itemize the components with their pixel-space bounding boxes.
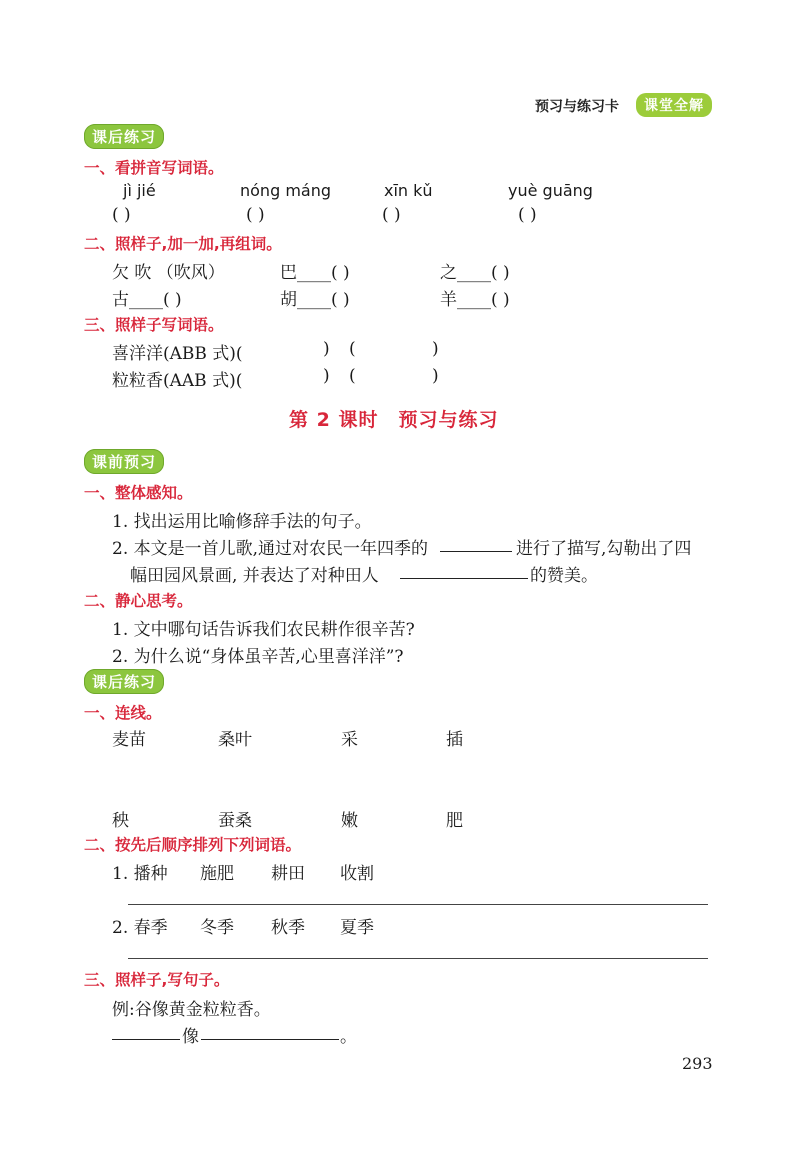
order-row1-3: 耕田 (271, 864, 305, 884)
order-answer-line-1[interactable] (128, 904, 708, 905)
question-heading-add-radical: 二、照样子,加一加,再组词。 (84, 235, 282, 253)
overall-blank-1[interactable] (440, 537, 512, 552)
abb-close-2[interactable]: ) (432, 339, 439, 359)
lesson-title: 第 2 课时 预习与练习 (289, 409, 499, 431)
order-row2-4: 夏季 (340, 918, 374, 938)
abb-label: 喜洋洋(ABB 式)( (112, 344, 243, 364)
match-bottom-3[interactable]: 嫩 (341, 811, 358, 831)
pinyin-2: nóng máng (240, 181, 331, 200)
overall-item-2-part-a: 2. 本文是一首儿歌,通过对农民一年四季的 (112, 539, 429, 559)
order-row1-1: 1. 播种 (112, 864, 168, 884)
match-top-3[interactable]: 采 (341, 730, 358, 750)
sentence-example: 例:谷像黄金粒粒香。 (112, 1000, 271, 1020)
question-heading-match: 一、连线。 (84, 704, 162, 722)
order-answer-line-2[interactable] (128, 958, 708, 959)
header-badge: 课堂全解 (636, 93, 712, 117)
think-item-2: 2. 为什么说“身体虽辛苦,心里喜洋洋”? (112, 647, 404, 667)
question-heading-order: 二、按先后顺序排列下列词语。 (84, 836, 302, 854)
answer-paren-3[interactable]: ( ) (382, 205, 401, 225)
answer-paren-1[interactable]: ( ) (112, 205, 131, 225)
overall-blank-2[interactable] (400, 564, 528, 579)
aab-close-2[interactable]: ) (432, 366, 439, 386)
aab-close-1[interactable]: ) (323, 366, 330, 386)
sentence-period: 。 (340, 1027, 357, 1047)
sentence-blank-1[interactable] (112, 1025, 180, 1040)
question-heading-sentence: 三、照样子,写句子。 (84, 971, 230, 989)
pinyin-1: jì jié (123, 181, 156, 200)
section-tag-after-class-2: 课后练习 (84, 669, 164, 694)
section-tag-before-class: 课前预习 (84, 449, 164, 474)
match-bottom-2[interactable]: 蚕桑 (218, 811, 252, 831)
answer-paren-2[interactable]: ( ) (246, 205, 265, 225)
add-radical-yang[interactable]: 羊____( ) (440, 290, 510, 310)
match-bottom-1[interactable]: 秧 (112, 811, 129, 831)
order-row2-1: 2. 春季 (112, 918, 168, 938)
overall-item-2-part-d: 的赞美。 (530, 566, 598, 586)
aab-open-2[interactable]: ( (349, 366, 356, 386)
abb-open-2[interactable]: ( (349, 339, 356, 359)
match-top-4[interactable]: 插 (446, 730, 463, 750)
answer-paren-4[interactable]: ( ) (518, 205, 537, 225)
order-row1-4: 收割 (340, 864, 374, 884)
overall-item-2-part-b: 进行了描写,勾勒出了四 (516, 539, 692, 559)
abb-close-1[interactable]: ) (323, 339, 330, 359)
question-heading-overall: 一、整体感知。 (84, 484, 193, 502)
overall-item-1: 1. 找出运用比喻修辞手法的句子。 (112, 512, 372, 532)
match-top-2[interactable]: 桑叶 (218, 730, 252, 750)
aab-label: 粒粒香(AAB 式)( (112, 371, 243, 391)
sentence-blank-2[interactable] (201, 1025, 339, 1040)
question-heading-think: 二、静心思考。 (84, 592, 193, 610)
add-radical-zhi[interactable]: 之____( ) (440, 263, 510, 283)
add-radical-gu[interactable]: 古____( ) (112, 290, 182, 310)
order-row2-2: 冬季 (200, 918, 234, 938)
match-bottom-4[interactable]: 肥 (446, 811, 463, 831)
sentence-like-word: 像 (182, 1027, 199, 1047)
think-item-1: 1. 文中哪句话告诉我们农民耕作很辛苦? (112, 620, 415, 640)
pinyin-3: xīn kǔ (384, 181, 433, 200)
order-row1-2: 施肥 (200, 864, 234, 884)
add-radical-ba[interactable]: 巴____( ) (280, 263, 350, 283)
overall-item-2-part-c: 幅田园风景画, 并表达了对种田人 (130, 566, 379, 586)
question-heading-word-pattern: 三、照样子写词语。 (84, 316, 224, 334)
pinyin-4: yuè guāng (508, 181, 593, 200)
order-row2-3: 秋季 (271, 918, 305, 938)
match-top-1[interactable]: 麦苗 (112, 730, 146, 750)
add-radical-hu[interactable]: 胡____( ) (280, 290, 350, 310)
section-tag-after-class: 课后练习 (84, 124, 164, 149)
add-radical-example: 欠 吹 （吹风） (112, 263, 225, 283)
page-number: 293 (682, 1054, 713, 1073)
question-heading-pinyin: 一、看拼音写词语。 (84, 159, 224, 177)
header-title: 预习与练习卡 (535, 99, 619, 115)
